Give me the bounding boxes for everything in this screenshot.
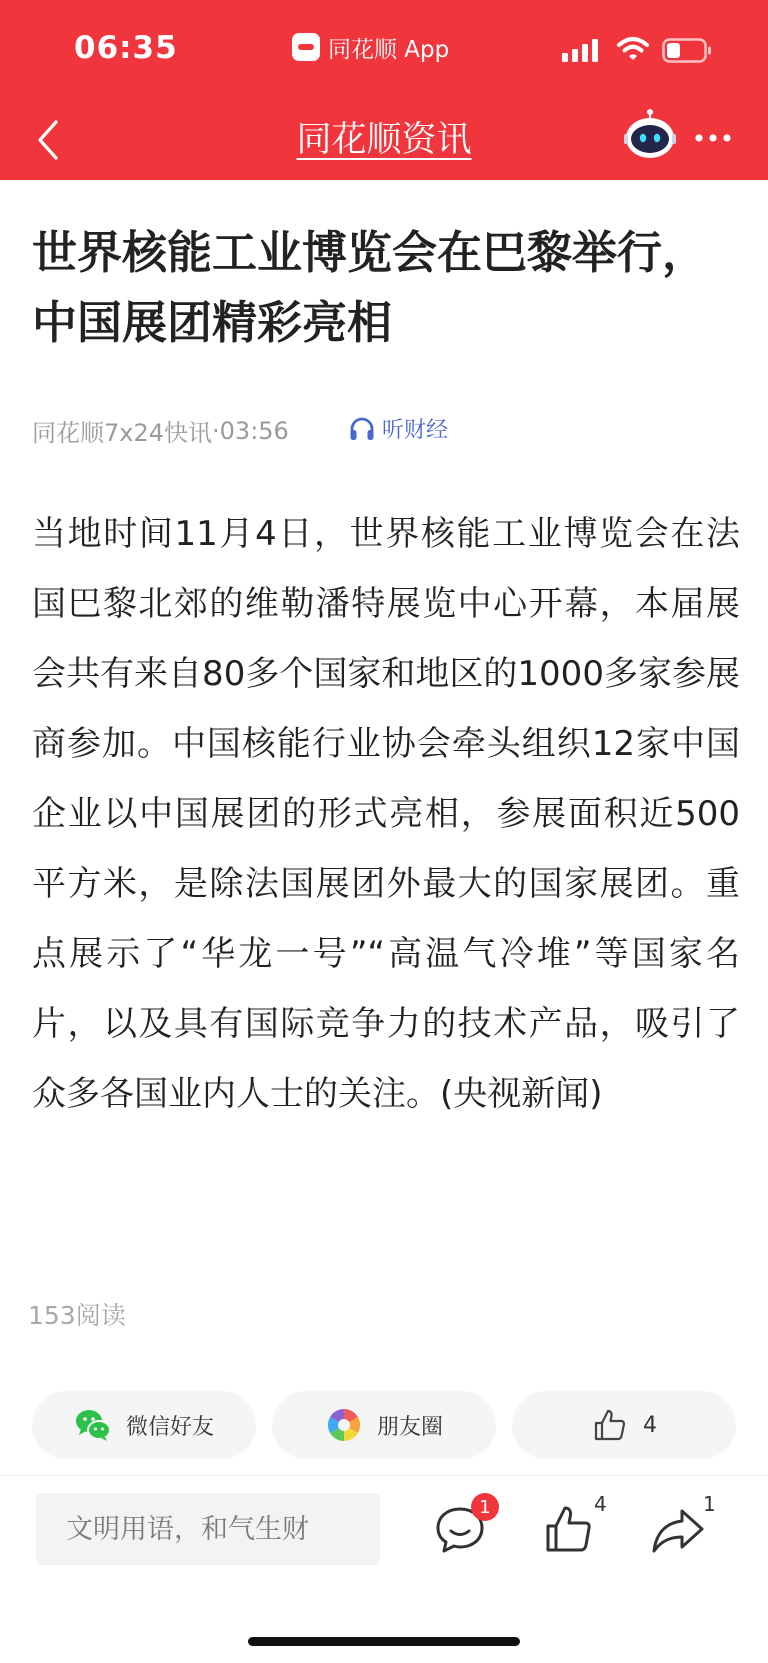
article-meta [32, 413, 289, 448]
app-logo-icon [292, 33, 320, 61]
bottom-like-icon[interactable] [541, 1501, 597, 1557]
wechat-label: 微信好友 [125, 1414, 214, 1440]
share-count: 1 [703, 1492, 716, 1516]
status-app-name[interactable] [292, 30, 449, 64]
read-count: 153阅读 [28, 1301, 126, 1330]
meta-separator: · [212, 416, 220, 445]
bottom-like-count: 4 [594, 1492, 607, 1516]
moments-label: 朋友圈 [376, 1414, 443, 1440]
moments-icon [325, 1406, 363, 1444]
listen-label: 听财经 [382, 418, 449, 443]
article-title: 世界核能工业博览会在巴黎举行，中国展团精彩亮相 [32, 226, 708, 349]
listen-button[interactable] [348, 413, 448, 444]
headphones-icon [348, 416, 376, 442]
nav-title[interactable]: 同花顺资讯 [296, 120, 472, 160]
nav-bar [0, 96, 768, 180]
thumbs-up-icon [591, 1406, 629, 1444]
more-options-icon[interactable] [693, 132, 733, 144]
home-indicator[interactable] [248, 1637, 520, 1646]
share-wechat-button[interactable] [32, 1391, 256, 1459]
share-row [0, 1391, 768, 1459]
like-count: 4 [643, 1412, 657, 1438]
article-body: 当地时间11月4日，世界核能工业博览会在法国巴黎北郊的维勒潘特展览中心开幕，本届展会共有来自80多个国家和地区的1000多家参展商参加。中国核能行业协会牵头组织12家中国企业以中国展团的形式亮相，参展面积近500平方米，是除法国展团外最大的国家展团。重点展示了“华龙一号”“高温气冷堆”等国家名片，以及具有国际竞争力的技术产品，吸引了众多各国业内人士的关注。(央视新闻) [32, 514, 740, 1114]
robot-assistant-icon[interactable] [624, 108, 676, 160]
status-bar [0, 0, 768, 96]
status-app-label: 同花顺 App [328, 36, 450, 63]
like-button[interactable] [512, 1391, 736, 1459]
article-time: 03:56 [219, 416, 289, 445]
cellular-signal-icon [562, 38, 598, 62]
share-arrow-icon[interactable] [650, 1501, 706, 1557]
bottom-bar [0, 1476, 768, 1663]
comment-input[interactable] [36, 1493, 380, 1565]
share-moments-button[interactable] [272, 1391, 496, 1459]
wifi-icon [616, 36, 650, 62]
article-source: 同花顺7x24快讯 [32, 419, 213, 447]
status-time: 06:35 [74, 30, 178, 66]
top-bar [0, 0, 768, 180]
comment-badge: 1 [471, 1493, 499, 1521]
wechat-icon [74, 1406, 112, 1444]
battery-icon [662, 38, 712, 63]
